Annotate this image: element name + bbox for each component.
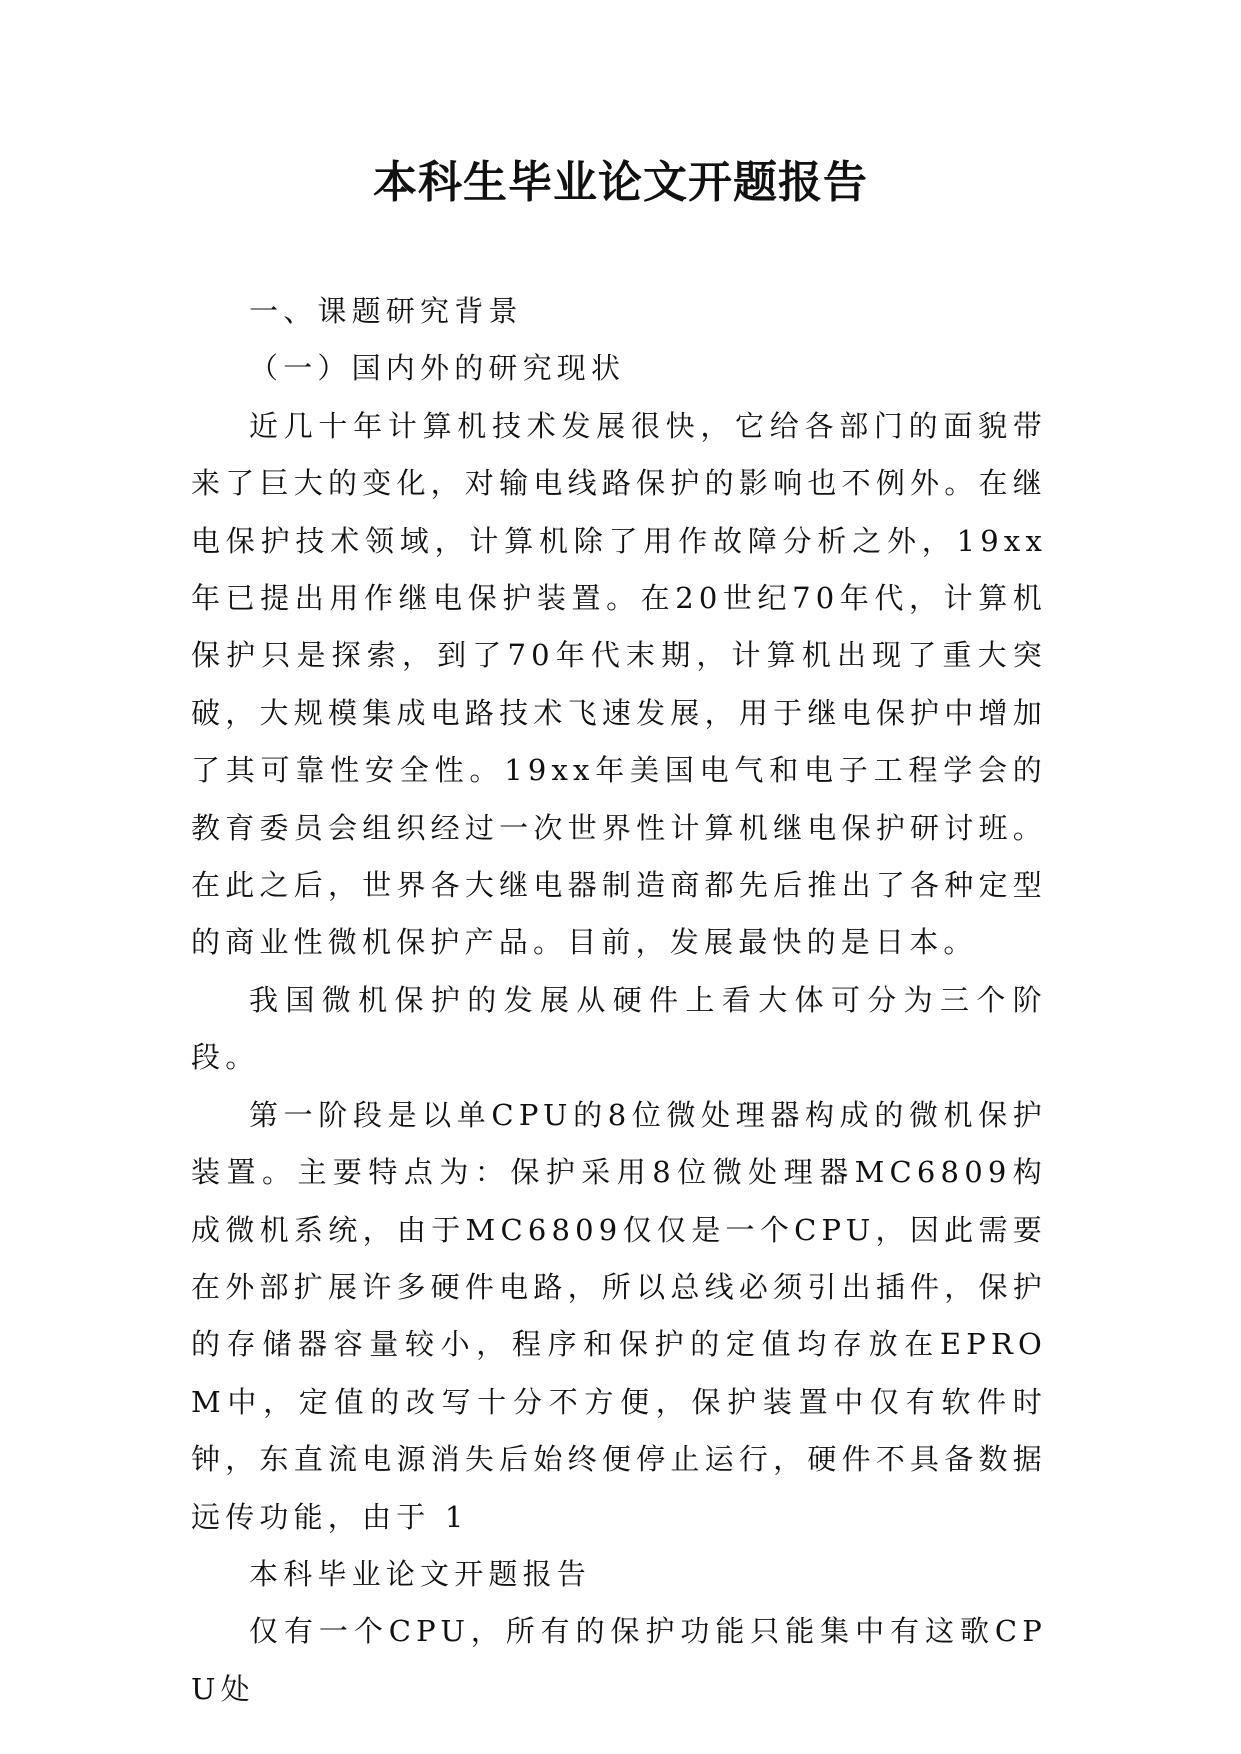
body-paragraph: 近几十年计算机技术发展很快，它给各部门的面貌带来了巨大的变化，对输电线路保护的影响也不例外。在继电保护技术领域，计算机除了用作故障分析之外，19xx年已提出用作继电保护装置。在20世纪70年代，计算机保护只是探索，到了70年代末期，计算机出现了重大突破，大规模集成电路技术飞速发展，用于继电保护中增加了其可靠性安全性。19xx年美国电气和电子工程学会的教育委员会组织经过一次世界性计算机继电保护研讨班。在此之后，世界各大继电器制造商都先后推出了各种定型的商业性微机保护产品。目前，发展最快的是日本。 [191,408,1047,960]
page-header-text: 本科毕业论文开题报告 [249,1556,592,1591]
document-title: 本科生毕业论文开题报告 [373,157,868,208]
body-paragraph: 仅有一个CPU，所有的保护功能只能集中有这歌CPU处 [191,1614,1047,1706]
document-body [191,283,1047,1718]
body-paragraph: 第一阶段是以单CPU的8位微处理器构成的微机保护装置。主要特点为：保护采用8位微处理器MC6809构成微机系统，由于MC6809仅仅是一个CPU，因此需要在外部扩展许多硬件电路，所以总线必须引出插件，保护的存储器容量较小，程序和保护的定值均存放在EPROM中，定值的改写十分不方便，保护装置中仅有软件时钟，东直流电源消失后始终便停止运行，硬件不具备数据远传功能，由于 1 [191,1097,1047,1534]
section-heading: 一、课题研究背景 [249,294,523,328]
subsection-heading: （一）国内外的研究现状 [249,351,626,386]
body-paragraph: 我国微机保护的发展从硬件上看大体可分为三个阶段。 [191,982,1047,1075]
